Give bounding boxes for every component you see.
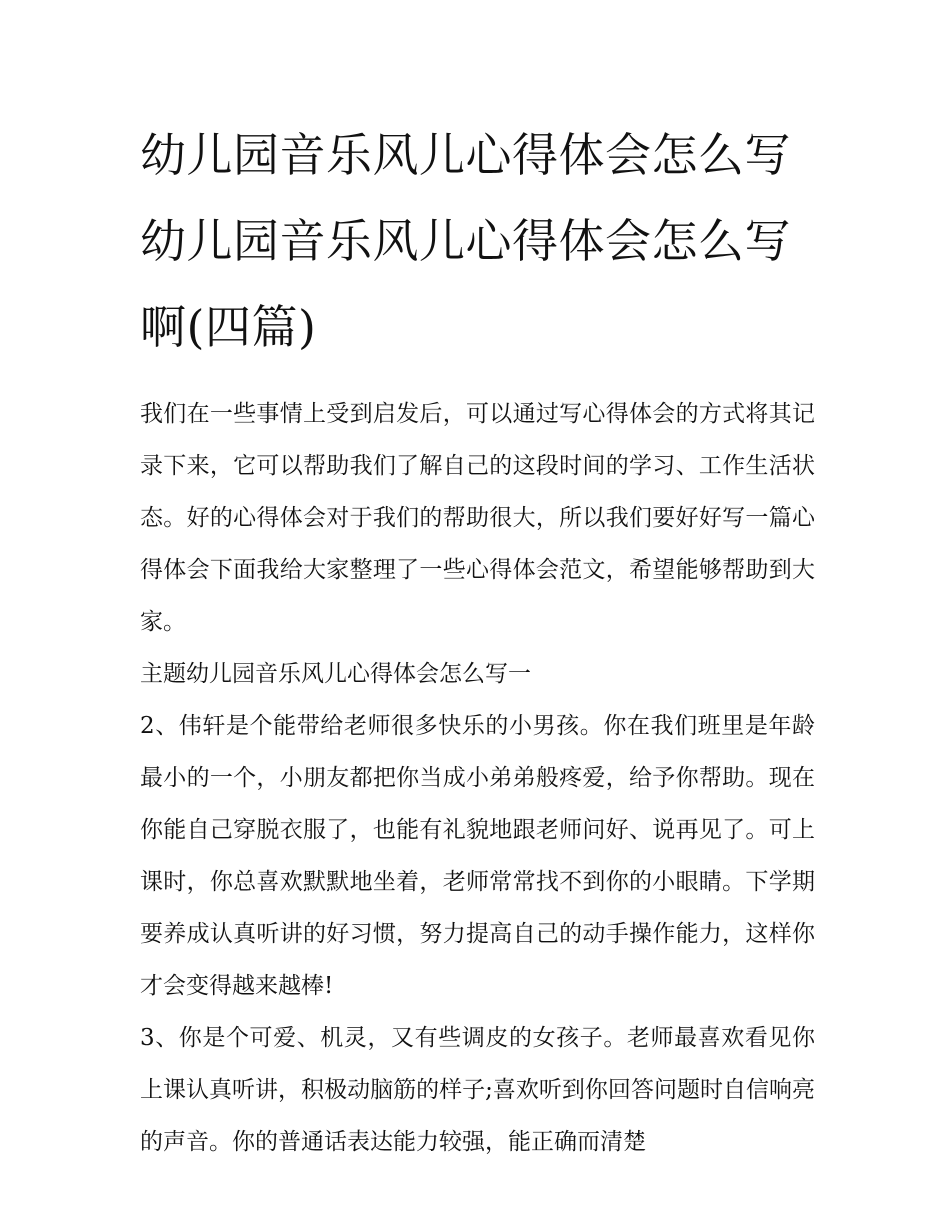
intro-paragraph: 我们在一些事情上受到启发后，可以通过写心得体会的方式将其记录下来，它可以帮助我们了解自己的这段时间的学习、工作生活状态。好的心得体会对于我们的帮助很大，所以我们要好好写一篇心得体会下面我给大家整理了一些心得体会范文，希望能够帮助到大家。 bbox=[140, 401, 815, 635]
paragraph-item-3: 3、你是个可爱、机灵，又有些调皮的女孩子。老师最喜欢看见你上课认真听讲，积极动脑筋的样子;喜欢听到你回答问题时自信响亮的声音。你的普通话表达能力较强，能正确而清楚 bbox=[140, 1025, 815, 1155]
paragraph-item-2: 2、伟轩是个能带给老师很多快乐的小男孩。你在我们班里是年龄最小的一个，小朋友都把你当成小弟弟般疼爱，给予你帮助。现在你能自己穿脱衣服了，也能有礼貌地跟老师问好、说再见了。可上课时，你总喜欢默默地坐着，老师常常找不到你的小眼睛。下学期要养成认真听讲的好习惯，努力提高自己的动手操作能力，这样你才会变得越来越棒! bbox=[140, 713, 815, 999]
document-body bbox=[140, 112, 815, 1168]
document-title: 幼儿园音乐风儿心得体会怎么写 幼儿园音乐风儿心得体会怎么写啊(四篇) bbox=[140, 128, 791, 354]
section-heading: 主题幼儿园音乐风儿心得体会怎么写一 bbox=[140, 661, 531, 687]
